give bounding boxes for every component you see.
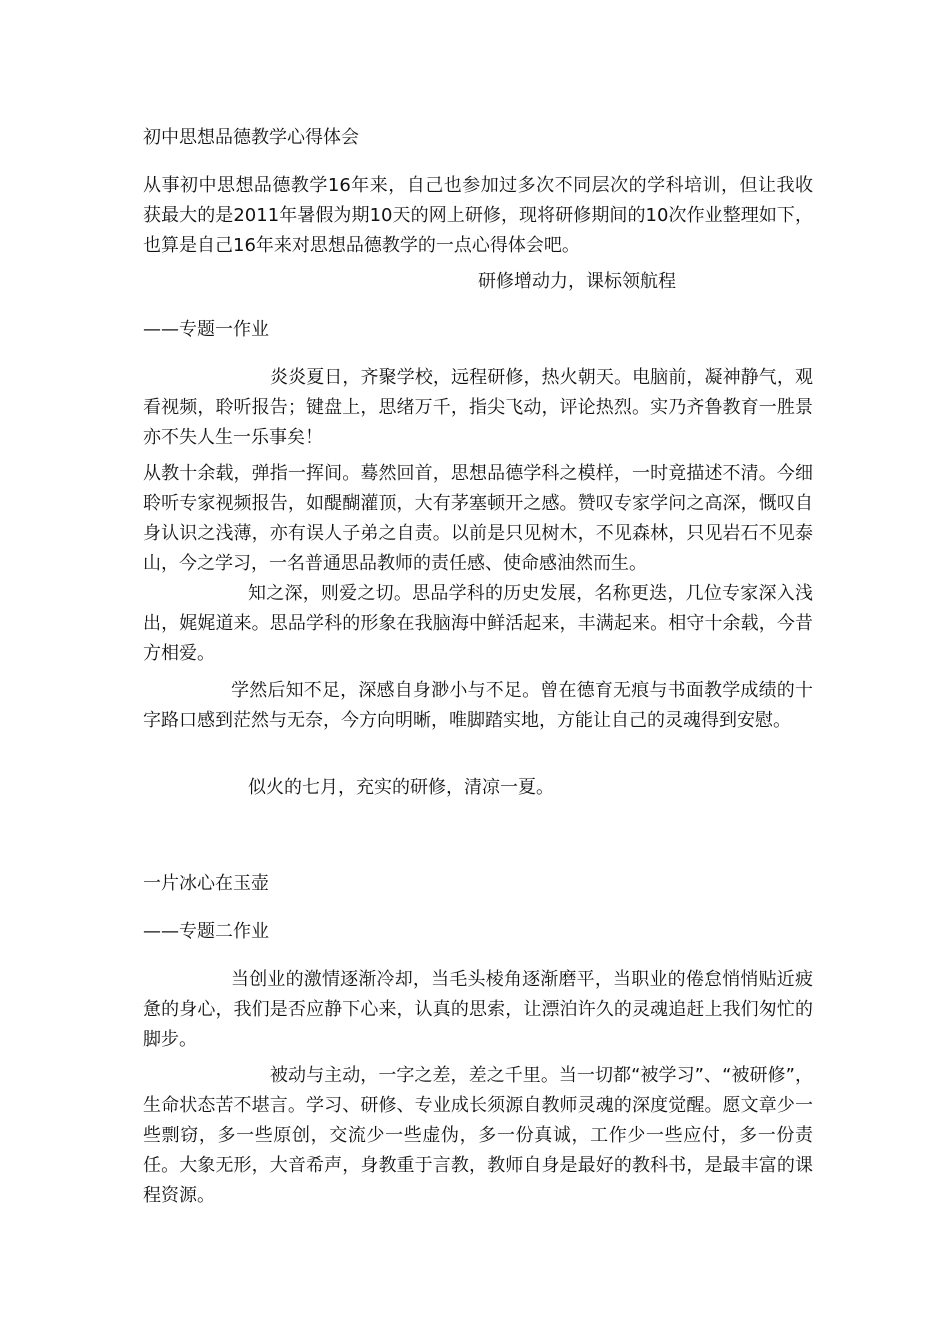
- section1-paragraph-4: 学然后知不足，深感自身渺小与不足。曾在德育无痕与书面教学成绩的十字路口感到茫然与无奈，今方向明晰，唯脚踏实地，方能让自己的灵魂得到安慰。: [143, 680, 813, 731]
- section1-paragraph-2: 从教十余载，弹指一挥间。蓦然回首，思想品德学科之模样，一时竟描述不清。今细聆听专家视频报告，如醍醐灌顶，大有茅塞顿开之感。赞叹专家学问之高深，慨叹自身认识之浅薄，亦有误人子弟之自责。以前是只见树木，不见森林，只见岩石不见泰山，今之学习，一名普通思品教师的责任感、使命感油然而生。: [143, 463, 813, 574]
- section2-paragraph-2: 被动与主动，一字之差，差之千里。当一切都“被学习”、“被研修”，生命状态苦不堪言。学习、研修、专业成长须源自教师灵魂的深度觉醒。愿文章少一些剽窃，多一些原创，交流少一些虚伪，多一份真诚，工作少一些应付，多一份责任。大象无形，大音希声，身教重于言教，教师自身是最好的教科书，是最丰富的课程资源。: [143, 1065, 813, 1206]
- section2-subheading: ——专题二作业: [143, 921, 269, 942]
- section2-heading: 一片冰心在玉壶: [143, 873, 269, 894]
- intro-paragraph: 从事初中思想品德教学16年来，自己也参加过多次不同层次的学科培训，但让我收获最大的是2011年暑假为期10天的网上研修，现将研修期间的10次作业整理如下，也算是自己16年来对思想品德教学的一点心得体会吧。: [143, 175, 813, 256]
- section2-paragraph-1: 当创业的激情逐渐冷却，当毛头棱角逐渐磨平，当职业的倦怠悄悄贴近疲惫的身心，我们是否应静下心来，认真的思索，让漂泊许久的灵魂追赶上我们匆忙的脚步。: [143, 969, 813, 1050]
- section1-paragraph-3: 知之深，则爱之切。思品学科的历史发展，名称更迭，几位专家深入浅出，娓娓道来。思品学科的形象在我脑海中鲜活起来，丰满起来。相守十余载，今昔方相爱。: [143, 583, 813, 664]
- section1-paragraph-5: 似火的七月，充实的研修，清凉一夏。: [248, 777, 554, 798]
- document-title: 初中思想品德教学心得体会: [143, 127, 359, 148]
- section1-paragraph-1: 炎炎夏日，齐聚学校，远程研修，热火朝天。电脑前，凝神静气，观看视频，聆听报告；键盘上，思绪万千，指尖飞动，评论热烈。实乃齐鲁教育一胜景亦不失人生一乐事矣！: [143, 367, 813, 448]
- section1-subheading: ——专题一作业: [143, 319, 269, 340]
- section1-heading: 研修增动力，课标领航程: [478, 271, 676, 292]
